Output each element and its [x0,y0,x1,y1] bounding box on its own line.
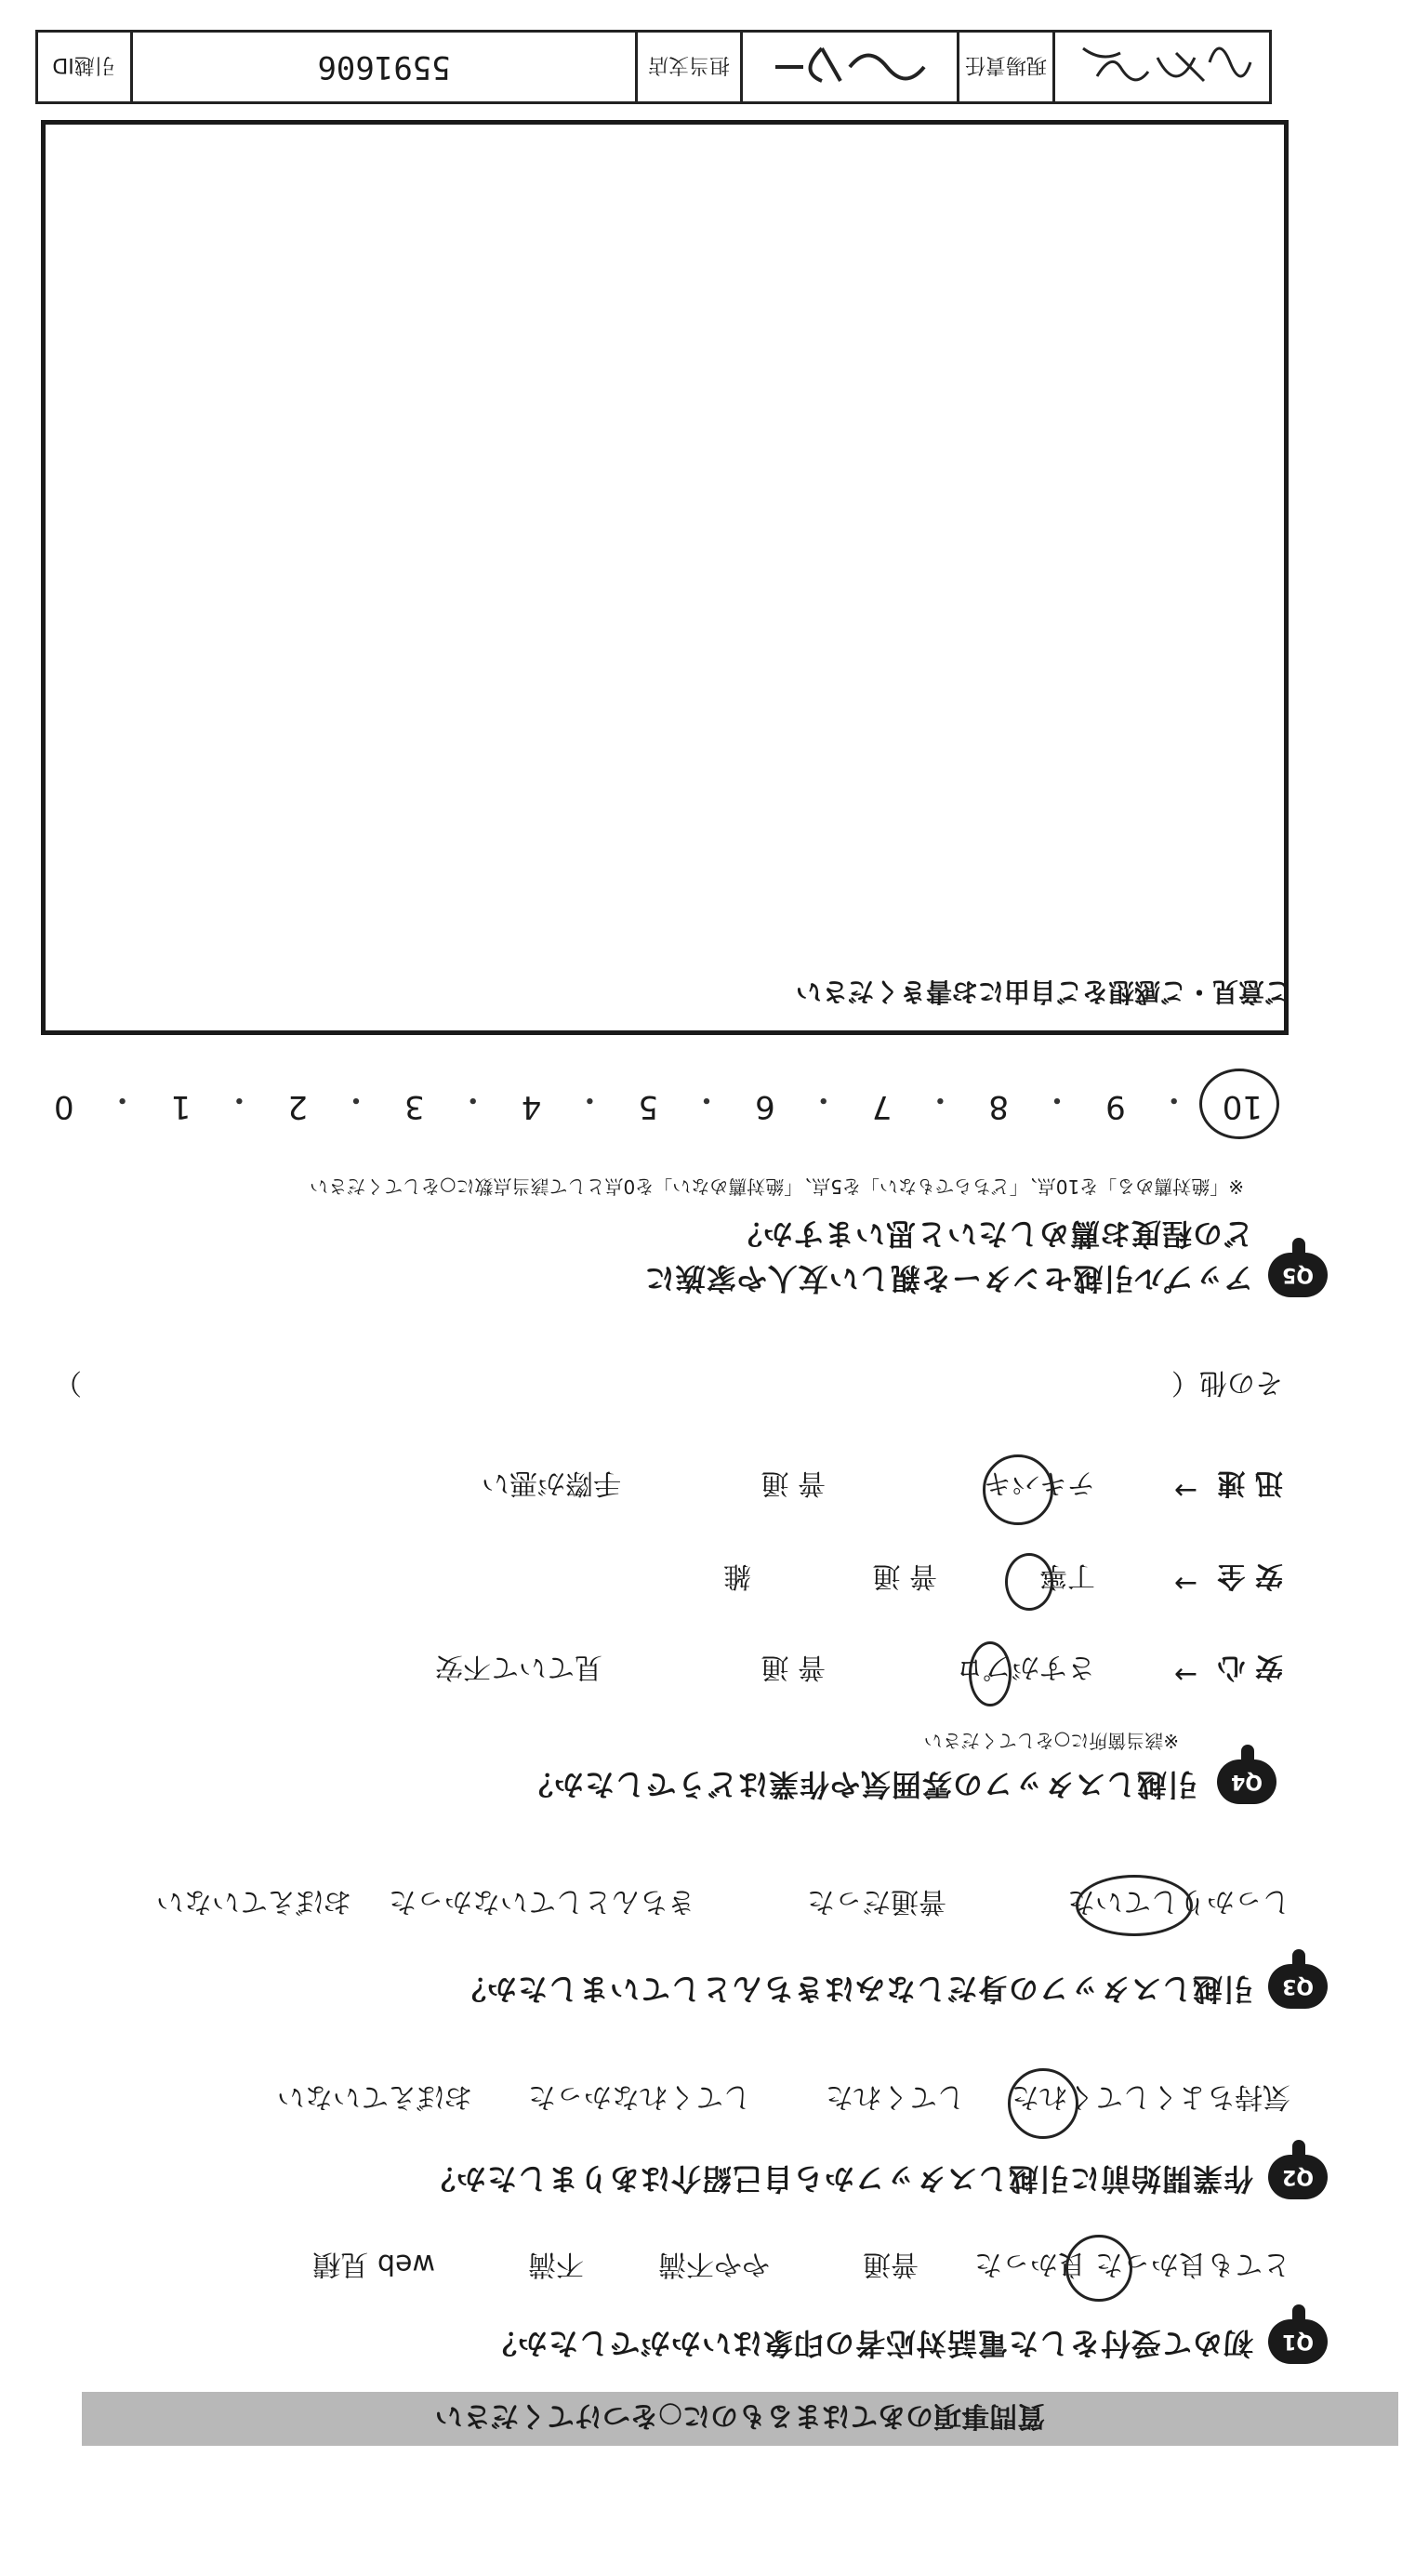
q4-badge: Q4 [1217,1759,1276,1804]
q4-row-speed-category: 迅 速 [1217,1467,1283,1499]
q3-opt3: きちんとしていなかった [389,1885,695,1918]
q4-row-speed-arrow: → [1173,1474,1197,1507]
q1-opt2: 良かった [974,2248,1086,2280]
q3-opt2: 普通だった [807,1885,946,1918]
scale-2: 2 [287,1088,308,1125]
move-id-value: 5591606 [317,48,451,86]
q2-opt2: してくれた [826,2080,965,2113]
q5-scale: 10 ・ 9 ・ 8 ・ 7 ・ 6 ・ 5 ・ 4 ・ 3 ・ 2 ・ 1 ・ 0 [54,1081,1263,1125]
q2-badge: Q2 [1268,2155,1328,2199]
q3-selected-circle [1076,1875,1193,1936]
q4-safety-circle [1005,1553,1053,1611]
handwritten-signature [1065,34,1260,100]
q4-question: 引越しスタッフの雰囲気や作業はどうでしたか？ [522,1767,1197,1802]
q4-row-safety-opt3: 雑 [723,1560,751,1592]
leader-label: 現場責任 [965,53,1048,77]
scale-7: 7 [871,1088,893,1125]
q5-note: ※「絶対薦める」を10点、「どちらでもない」を5点、「絶対薦めない」を0点として該当点数に○をしてください [310,1175,1244,1198]
q3-question: 引越しスタッフの身だしなみはきちんとしていましたか？ [455,1972,1253,2007]
branch-stamp-cell [743,33,957,101]
q1-opt4: やや不満 [658,2248,770,2280]
comment-box [41,120,1289,1035]
q3-badge: Q3 [1268,1964,1328,2009]
branch-label: 担当支店 [648,53,731,77]
q2-opt4: おぼえていない [277,2080,472,2113]
scale-0: 0 [54,1088,74,1125]
q4-row-trust-category: 安 心 [1217,1651,1283,1683]
move-id-label: 引越ID [52,53,115,77]
q5-badge: Q5 [1268,1253,1328,1297]
q4-row-trust-opt1: さすがプロ [956,1651,1095,1683]
q1-badge: Q1 [1268,2319,1328,2364]
q1-opt5: 不満 [528,2248,584,2280]
q4-note: ※該当箇所に○をしてください [923,1730,1179,1752]
scale-6: 6 [755,1088,775,1125]
q4-trust-circle [969,1641,1012,1706]
handwritten-name [766,39,933,95]
q5-line1: アップル引越センターを親しい友人や家族に [643,1261,1253,1296]
q1-opt3: 普通 [863,2248,919,2280]
instruction-band [82,2392,1398,2446]
q2-opt1: 気持ちよくしてくれた [1012,2080,1290,2113]
q2-selected-circle [1008,2068,1078,2139]
q3-opt4: おぼえていない [156,1885,351,1918]
scale-4: 4 [521,1088,542,1125]
q1-opt6: web 見積 [312,2248,435,2280]
other-label: その他（ [1171,1366,1283,1399]
q1-question: 初めて受付をした電話対応者の印象はいかがでしたか？ [485,2326,1253,2361]
q4-row-speed-opt1: テキパキ [984,1467,1095,1499]
q2-opt3: してくれなかった [528,2080,751,2113]
scale-9: 9 [1105,1088,1126,1125]
scale-3: 3 [404,1088,425,1125]
q3-opt1: しっかりしていた [1067,1885,1290,1918]
q4-speed-circle [983,1454,1053,1525]
scale-8: 8 [988,1088,1010,1125]
q4-row-safety-opt1: 丁寧 [1039,1560,1095,1592]
scale-10: 10 [1222,1088,1263,1125]
header-table [35,30,1272,104]
q4-row-speed-opt3: 手際が悪い [482,1467,621,1499]
q4-row-speed-opt2: 普 通 [761,1467,826,1499]
q4-row-safety-category: 安 全 [1217,1560,1283,1592]
q4-row-trust-arrow: → [1173,1658,1197,1691]
other-close: ） [54,1366,82,1399]
scale-5: 5 [638,1088,659,1125]
q4-row-safety-opt2: 普 通 [872,1560,937,1592]
q5-selected-circle [1199,1069,1279,1139]
q4-row-safety-arrow: → [1173,1567,1197,1600]
scale-1: 1 [170,1088,192,1125]
q1-opt1: とても良かった [1095,2248,1290,2280]
q4-row-trust-opt3: 見ていて不安 [435,1651,602,1683]
q5-line2: どの程度お薦めしたいと思いますか？ [731,1216,1253,1252]
instruction-band-text: 質問事項のあてはまるものに○をつけてください [434,2399,1046,2432]
q1-selected-circle [1065,2235,1132,2302]
leader-signature-cell [1055,33,1269,101]
comment-label: ご意見・ご感想をご自由にお書きください [795,976,1290,1007]
q2-question: 作業開始前に引越しスタッフから自己紹介はありましたか？ [424,2161,1253,2197]
q4-row-trust-opt2: 普 通 [761,1651,826,1683]
